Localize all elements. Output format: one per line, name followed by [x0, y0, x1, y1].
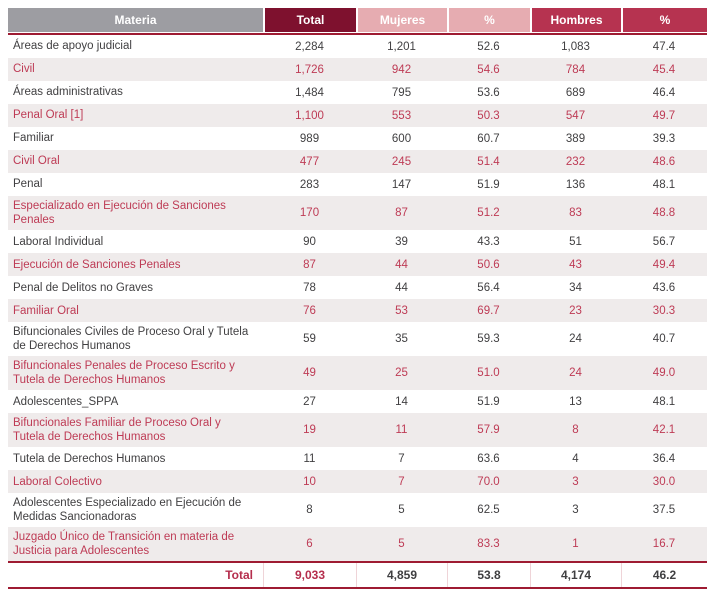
mujeres-cell: 44: [395, 258, 408, 271]
pct-hombres-cell: 30.0: [652, 475, 676, 488]
pct-hombres-cell: 16.7: [652, 538, 676, 551]
materia-cell: Bifuncionales Civiles de Proceso Oral y Tutela de Derechos Humanos: [13, 326, 249, 353]
materia-cell: Penal Oral [1]: [13, 109, 84, 122]
mujeres-cell: 600: [391, 132, 412, 145]
table-row: [8, 356, 707, 390]
materia-cell: Áreas de apoyo judicial: [13, 40, 132, 53]
table-row: [8, 104, 707, 127]
pct-mujeres-cell: 51.9: [477, 395, 500, 408]
table-row: [8, 81, 707, 104]
materia-cell: Especializado en Ejecución de Sanciones Penales: [13, 200, 226, 227]
pct-mujeres-cell: 59.3: [477, 333, 500, 346]
pct-mujeres-cell: 83.3: [477, 538, 500, 551]
mujeres-cell: 87: [395, 207, 408, 220]
total-cell: 11: [303, 452, 316, 465]
hombres-cell: 34: [569, 281, 582, 294]
materia-cell: Penal: [13, 178, 43, 191]
table-row: [8, 493, 707, 527]
mujeres-cell: 942: [391, 63, 412, 76]
pct-mujeres-cell: 57.9: [477, 424, 500, 437]
materia-cell: Laboral Colectivo: [13, 475, 102, 488]
hombres-cell: 24: [569, 333, 582, 346]
column-header-mujeres: Mujeres: [356, 8, 447, 32]
pct-mujeres-cell: 56.4: [477, 281, 500, 294]
total-cell: 1,726: [295, 63, 324, 76]
total-cell: 1,484: [295, 86, 324, 99]
table-row: [8, 470, 707, 493]
hombres-cell: 4: [572, 452, 579, 465]
materia-cell: Laboral Individual: [13, 235, 104, 248]
total-cell: 10: [303, 475, 316, 488]
mujeres-cell: 7: [398, 452, 405, 465]
hombres-cell: 83: [569, 207, 582, 220]
hombres-cell: 689: [565, 86, 586, 99]
mujeres-cell: 11: [395, 424, 408, 437]
column-header-materia: Materia: [8, 8, 263, 32]
pct-mujeres-cell: 53.6: [477, 86, 500, 99]
materia-cell: Bifuncionales Familiar de Proceso Oral y Tutela de Derechos Humanos: [13, 417, 221, 444]
pct-mujeres-cell: 51.9: [477, 178, 500, 191]
mujeres-cell: 795: [391, 86, 412, 99]
total-cell: 49: [303, 367, 316, 380]
pct-hombres-cell: 40.7: [652, 333, 676, 346]
pct-hombres-cell: 42.1: [652, 424, 676, 437]
materia-cell: Tutela de Derechos Humanos: [13, 452, 166, 465]
mujeres-cell: 7: [398, 475, 405, 488]
pct-hombres-cell: 47.4: [652, 40, 676, 53]
table-total-row: [8, 561, 707, 589]
table-row: [8, 58, 707, 81]
pct-mujeres-cell: 52.6: [477, 40, 500, 53]
pct-mujeres-cell: 70.0: [477, 475, 500, 488]
column-header-total: Total: [263, 8, 356, 32]
total-cell: 19: [303, 424, 316, 437]
table-row: [8, 322, 707, 356]
materia-cell: Áreas administrativas: [13, 86, 123, 99]
pct-mujeres-cell: 63.6: [477, 452, 500, 465]
column-header-pct-mujeres: %: [447, 8, 530, 32]
table-row: [8, 253, 707, 276]
total-cell: 170: [299, 207, 320, 220]
mujeres-cell: 14: [395, 395, 408, 408]
mujeres-cell: 53: [395, 304, 408, 317]
pct-mujeres-cell: 50.6: [477, 258, 500, 271]
total-cell: 283: [299, 178, 320, 191]
hombres-cell: 8: [572, 424, 579, 437]
total-sum-cell: 9,033: [263, 563, 356, 587]
pct-mujeres-cell: 51.0: [477, 367, 500, 380]
pct-mujeres-cell: 60.7: [477, 132, 500, 145]
materia-cell: Bifuncionales Penales de Proceso Escrito y Tutela de Derechos Humanos: [13, 360, 235, 387]
mujeres-cell: 147: [391, 178, 412, 191]
pct-hombres-cell: 30.3: [652, 304, 676, 317]
materia-cell: Ejecución de Sanciones Penales: [13, 258, 181, 271]
pct-hombres-cell: 49.0: [652, 367, 676, 380]
mujeres-cell: 1,201: [387, 40, 416, 53]
table-row: [8, 35, 707, 58]
pct-mujeres-cell: 69.7: [477, 304, 500, 317]
mujeres-cell: 553: [391, 109, 412, 122]
column-header-pct-hombres: %: [621, 8, 707, 32]
pct-hombres-cell: 49.7: [652, 109, 676, 122]
table-row: [8, 127, 707, 150]
hombres-cell: 784: [565, 63, 586, 76]
total-cell: 1,100: [295, 109, 324, 122]
pct-hombres-cell: 49.4: [652, 258, 676, 271]
pct-mujeres-cell: 62.5: [477, 504, 500, 517]
pct-hombres-cell: 48.6: [652, 155, 676, 168]
table-row: [8, 413, 707, 447]
pct-hombres-cell: 43.6: [652, 281, 676, 294]
table-row: [8, 276, 707, 299]
total-cell: 59: [303, 333, 316, 346]
materia-cell: Adolescentes Especializado en Ejecución de Medidas Sancionadoras: [13, 497, 242, 524]
table-row: [8, 173, 707, 196]
mujeres-cell: 5: [398, 538, 405, 551]
table-row: [8, 447, 707, 470]
total-mujeres-cell: 4,859: [356, 563, 447, 587]
table-row: [8, 150, 707, 173]
total-cell: 87: [303, 258, 316, 271]
total-cell: 989: [299, 132, 320, 145]
total-cell: 76: [303, 304, 316, 317]
pct-hombres-cell: 45.4: [652, 63, 676, 76]
hombres-cell: 24: [569, 367, 582, 380]
mujeres-cell: 5: [398, 504, 405, 517]
materia-cell: Familiar: [13, 132, 54, 145]
table-row: [8, 299, 707, 322]
mujeres-cell: 245: [391, 155, 412, 168]
pct-mujeres-cell: 50.3: [477, 109, 500, 122]
pct-mujeres-cell: 51.2: [477, 207, 500, 220]
table-row: [8, 527, 707, 561]
total-cell: 90: [303, 235, 316, 248]
mujeres-cell: 44: [395, 281, 408, 294]
total-cell: 477: [299, 155, 320, 168]
hombres-cell: 136: [565, 178, 586, 191]
table-row: [8, 196, 707, 230]
pct-hombres-cell: 56.7: [652, 235, 676, 248]
total-cell: 27: [303, 395, 316, 408]
hombres-cell: 13: [569, 395, 582, 408]
pct-hombres-cell: 48.1: [652, 395, 676, 408]
pct-hombres-cell: 39.3: [652, 132, 676, 145]
total-hombres-cell: 4,174: [530, 563, 621, 587]
table-body: [8, 35, 707, 561]
pct-hombres-cell: 37.5: [652, 504, 676, 517]
hombres-cell: 1,083: [561, 40, 590, 53]
table-row: [8, 390, 707, 413]
materia-cell: Civil Oral: [13, 155, 60, 168]
mujeres-cell: 25: [395, 367, 408, 380]
total-cell: 78: [303, 281, 316, 294]
total-pct-mujeres-cell: 53.8: [447, 563, 530, 587]
table-row: [8, 230, 707, 253]
hombres-cell: 389: [565, 132, 586, 145]
table-header-row: [8, 8, 707, 32]
hombres-cell: 43: [569, 258, 582, 271]
total-cell: 2,284: [295, 40, 324, 53]
hombres-cell: 232: [565, 155, 586, 168]
pct-mujeres-cell: 54.6: [477, 63, 500, 76]
materia-cell: Juzgado Único de Transición en materia de Justicia para Adolescentes: [13, 531, 235, 558]
mujeres-cell: 39: [395, 235, 408, 248]
column-header-hombres: Hombres: [530, 8, 621, 32]
pct-mujeres-cell: 43.3: [477, 235, 500, 248]
pct-hombres-cell: 36.4: [652, 452, 676, 465]
mujeres-cell: 35: [395, 333, 408, 346]
pct-mujeres-cell: 51.4: [477, 155, 500, 168]
pct-hombres-cell: 48.1: [652, 178, 676, 191]
materia-cell: Penal de Delitos no Graves: [13, 281, 153, 294]
materia-gender-table: [8, 8, 707, 589]
hombres-cell: 23: [569, 304, 582, 317]
total-cell: 6: [306, 538, 313, 551]
total-label: Total: [225, 567, 253, 582]
materia-cell: Familiar Oral: [13, 304, 79, 317]
hombres-cell: 1: [572, 538, 579, 551]
materia-cell: Adolescentes_SPPA: [13, 395, 119, 408]
hombres-cell: 3: [572, 504, 579, 517]
total-cell: 8: [306, 504, 313, 517]
hombres-cell: 51: [569, 235, 582, 248]
hombres-cell: 3: [572, 475, 579, 488]
total-pct-hombres-cell: 46.2: [621, 563, 707, 587]
pct-hombres-cell: 46.4: [652, 86, 676, 99]
materia-cell: Civil: [13, 63, 35, 76]
pct-hombres-cell: 48.8: [652, 207, 676, 220]
hombres-cell: 547: [565, 109, 586, 122]
